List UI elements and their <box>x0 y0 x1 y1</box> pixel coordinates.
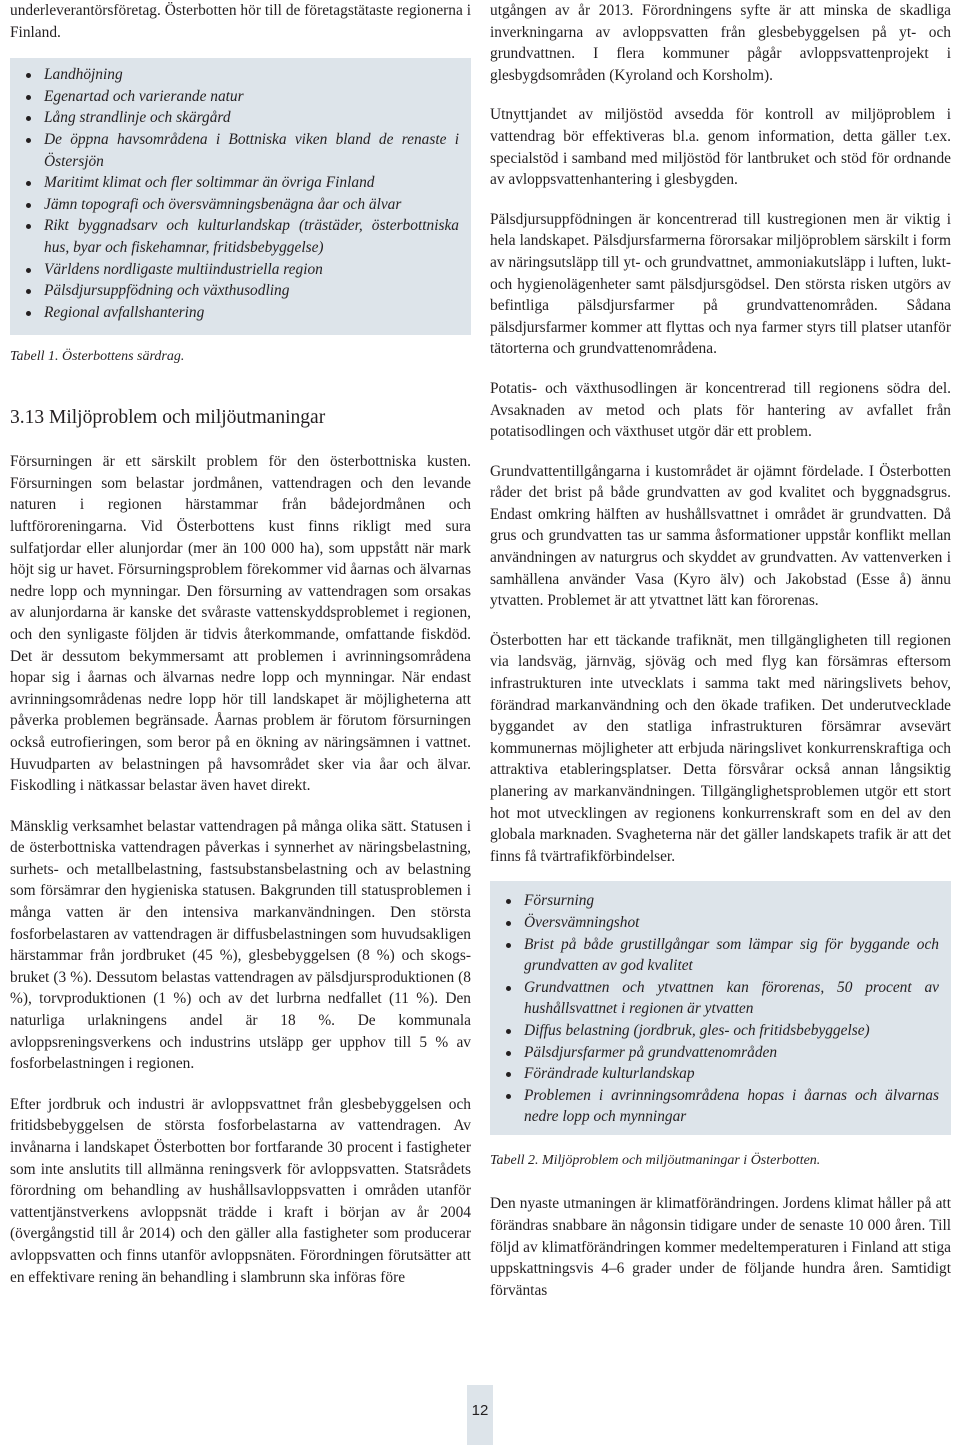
body-paragraph: Pälsdjursuppfödningen är koncentrerad till kustregionen men är viktig i hela landskapet. Pälsdjursfarmerna förorsakar miljöproblem särskilt i form av näringsutsläpp till yt- och grundvattnet, ammoniakutsläpp i luften, lukt- och hygienolägenheter samt pälsdjursgödsel. Den största risken utgörs av befintliga pälsdjursfarmer på grundvattenområden. Sådana pälsdjursfarmer kommer att flyttas och nya farmer styrs till platser utanför tätorterna och grundvattenområdena. <box>490 210 951 358</box>
table-1-item: Världens nordligaste multiindustriella region <box>44 259 459 281</box>
table-2-item: Problemen i avrinningsområdena hopas i åarnas och älvarnas nedre lopp och mynningar <box>524 1085 939 1128</box>
body-paragraph: Den nyaste utmaningen är klimatförändringen. Jordens klimat håller på att förändras snabbare än någonsin tidigare under de senaste 10 000 åren. Till följd av klimatförändringen kommer medeltemperaturen i Finland att stiga uppskattningsvis 4–6 grader under de följande hundra åren. Samtidigt förväntas <box>490 1195 951 1299</box>
table-2-item: Förändrade kulturlandskap <box>524 1063 939 1085</box>
page-number: 12 <box>467 1385 493 1445</box>
body-paragraph: Potatis- och växthusodlingen är koncentrerad till regionens södra del. Avsaknaden av metod och plats för hantering av avfallet från potatisodlingen och växthuset utgör där ett problem. <box>490 379 951 441</box>
right-column <box>490 0 951 1301</box>
table-1-box <box>10 58 471 335</box>
table-1-item: Lång strandlinje och skärgård <box>44 107 459 129</box>
body-paragraph: Efter jordbruk och industri är avloppsvattnet från glesbebyggelsen och fritidsbebyggelsen de största fosforbelastarna av vattendragen. Av invånarna i landskapet Österbotten bor fortfarande 30 procent i fastigheter som inte anslutits till allmänna reningsverk för avloppsvatten. Statsrådets förordning om behandling av hushållsavloppsvatten i områden utanför vattentjänstverkens avloppsnät trädde i kraft i början av år 2004 (övergångstid till år 2014) och den gäller alla fastigheter som producerar avloppsvatten och finns utanför avloppsnäten. Förordningen förutsätter att en effektivare rening än behandling i slambrunn ska införas före <box>10 1095 471 1286</box>
body-paragraph: Försurningen är ett särskilt problem för den österbottniska kusten. Försurningen som belastar jordmånen, vattendragen och den levande naturen i regionen härstammar från bådejordmånen och luftföroreningarna. Vid Österbottens kust finns rikligt med sura sulfatjordar eller alunjordar (mer än 100 000 ha), som uppstått när mark höjt sig ur havet. Försurningsproblem förekommer vid åarnas och älvarnas nedre lopp och mynningar. Den försurning av vattendragen som orsakas av alunjordarna är kanske det svåraste vattenskyddsproblemet i regionen, och den synligaste följden är tidvis återkommande, omfattande fiskdöd. Det är dessutom bekymmersamt att problemen i avrinningsområdena hopar sig i åarnas och älvarnas nedre lopp och mynningar. När endast avrinningsområdenas nedre lopp hör till landskapet är möjligheterna att påverka problemen begränsade. Åarnas problem är förutom försurningen också eutrofieringen, som beror på en ökning av näringsämnen i vattnet. Huvudparten av belastningen på havsområdet sker via åar och älvar. Fiskodling i nätkassar belastar även havet direkt. <box>10 453 471 795</box>
table-1-item: Maritimt klimat och fler soltimmar än övriga Finland <box>44 172 459 194</box>
table-1-item: Regional avfallshantering <box>44 302 459 324</box>
table-2-box <box>490 881 951 1135</box>
body-paragraph: Mänsklig verksamhet belastar vattendragen på många olika sätt. Statusen i de österbottniska vattendragen påverkas i synnerhet av näringsbelastning, surhets- och metallbelastning, fastsubstansbelastning och av belastning som försämrar den hygieniska statusen. Bakgrunden till statusproblemen i många vatten är den intensiva markanvändningen. Den största fosforbelastaren av vattendragen är diffusbelastningen som huvudsakligen härstammar från jordbruket (45 %), glesbebyggelsen (8 %) och skogsbruket (3 %). Dessutom belastas vattendragen av pälsdjursproduktionen (8 %), torvproduktionen (1 %) och av det lurbrna nedfallet (11 %). Den naturliga urlakningens andel är 18 %. De kommunala avloppsreningsverkens och industrins utsläpp ger upphov till 5 % av fosforbelastningen i regionen. <box>10 817 471 1073</box>
table-2-item: Diffus belastning (jordbruk, gles- och fritidsbebyggelse) <box>524 1020 939 1042</box>
intro-paragraph: underleverantörsföretag. Österbotten hör till de företagstätaste regionerna i Finland. <box>10 2 471 41</box>
table-2-item: Grundvattnen och ytvattnen kan förorenas, 50 procent av hushållsvattnet i regionen är ytvatten <box>524 977 939 1020</box>
table-1-item: Jämn topografi och översvämningsbenägna åar och älvar <box>44 194 459 216</box>
table-2-list <box>504 890 939 1128</box>
table-1-item: Landhöjning <box>44 64 459 86</box>
table-1-caption: Tabell 1. Österbottens särdrag. <box>10 349 185 365</box>
table-1-item: Egenartad och varierande natur <box>44 86 459 108</box>
section-heading: 3.13 Miljöproblem och miljöutmaningar <box>10 407 326 429</box>
table-1-item: Rikt byggnadsarv och kulturlandskap (trästäder, österbottniska hus, byar och fiskehamnar, fritidsbebyggelse) <box>44 215 459 258</box>
body-paragraph: utgången av år 2013. Förordningens syfte är att minska de skadliga inverkningarna av avloppsvatten från glesbebyggelsen på yt- och grundvattnen. I flera kommuner pågår avloppsvattenprojekt i glesbygdsområden (Kyroland och Korsholm). <box>490 2 951 84</box>
table-1-item: Pälsdjursuppfödning och växthusodling <box>44 280 459 302</box>
table-2-item: Försurning <box>524 890 939 912</box>
body-paragraph: Grundvattentillgångarna i kustområdet är ojämnt fördelade. I Österbotten råder det brist på både grundvatten av god kvalitet och byggnadsgrus. Endast omkring hälften av hushållsvattnet i området är grundvatten. Då grus och grundvatten tas ur samma åsformationer uppstår konflikt mellan användningen av naturgrus och skyddet av grundvatten. Av vattenverken i samhällena använder Vasa (Kyro älv) och Jakobstad (Esse å) ännu ytvatten. Problemet är att ytvattnet lätt kan förorenas. <box>490 462 951 610</box>
table-2-item: Pälsdjursfarmer på grundvattenområden <box>524 1042 939 1064</box>
body-paragraph: Österbotten har ett täckande trafiknät, men tillgängligheten till regionen via landsväg, järnväg, sjöväg och med flyg kan försämras eftersom infrastrukturen inte utvecklats i samma takt med näringslivets behov, förändrad markanvändning och den ökade trafiken. Det underutvecklade byggandet av den statliga infrastrukturen försämrar avsevärt kommunernas möjligheter att erbjuda näringslivet konkurrenskraftiga och attraktiva etableringsplatser. Detta försvårar också annan långsiktig planering av markanvändningen. Tillgänglighetsproblemen utgör ett stort hot mot utvecklingen av regionens konkurrenskraft som en del av den globala marknaden. Svagheterna när det gäller landskapets trafik är att det finns få tvärtrafikförbindelser. <box>490 631 951 865</box>
left-column <box>10 0 471 1288</box>
table-2-caption: Tabell 2. Miljöproblem och miljöutmaningar i Österbotten. <box>490 1153 821 1169</box>
table-1-item: De öppna havsområdena i Bottniska viken bland de renaste i Östersjön <box>44 129 459 172</box>
table-1-list <box>24 64 459 323</box>
body-paragraph: Utnyttjandet av miljöstöd avsedda för kontroll av miljöproblem i vattendrag bör effektiveras bl.a. genom information, detta gäller t.ex. specialstöd i samband med miljöstöd för lantbruket och stöd för ordnande av avloppsvattenhantering i glesbygden. <box>490 106 951 189</box>
table-2-item: Brist på både grustillgångar som lämpar sig för byggande och grundvatten av god kvalitet <box>524 934 939 977</box>
table-2-item: Översvämningshot <box>524 912 939 934</box>
